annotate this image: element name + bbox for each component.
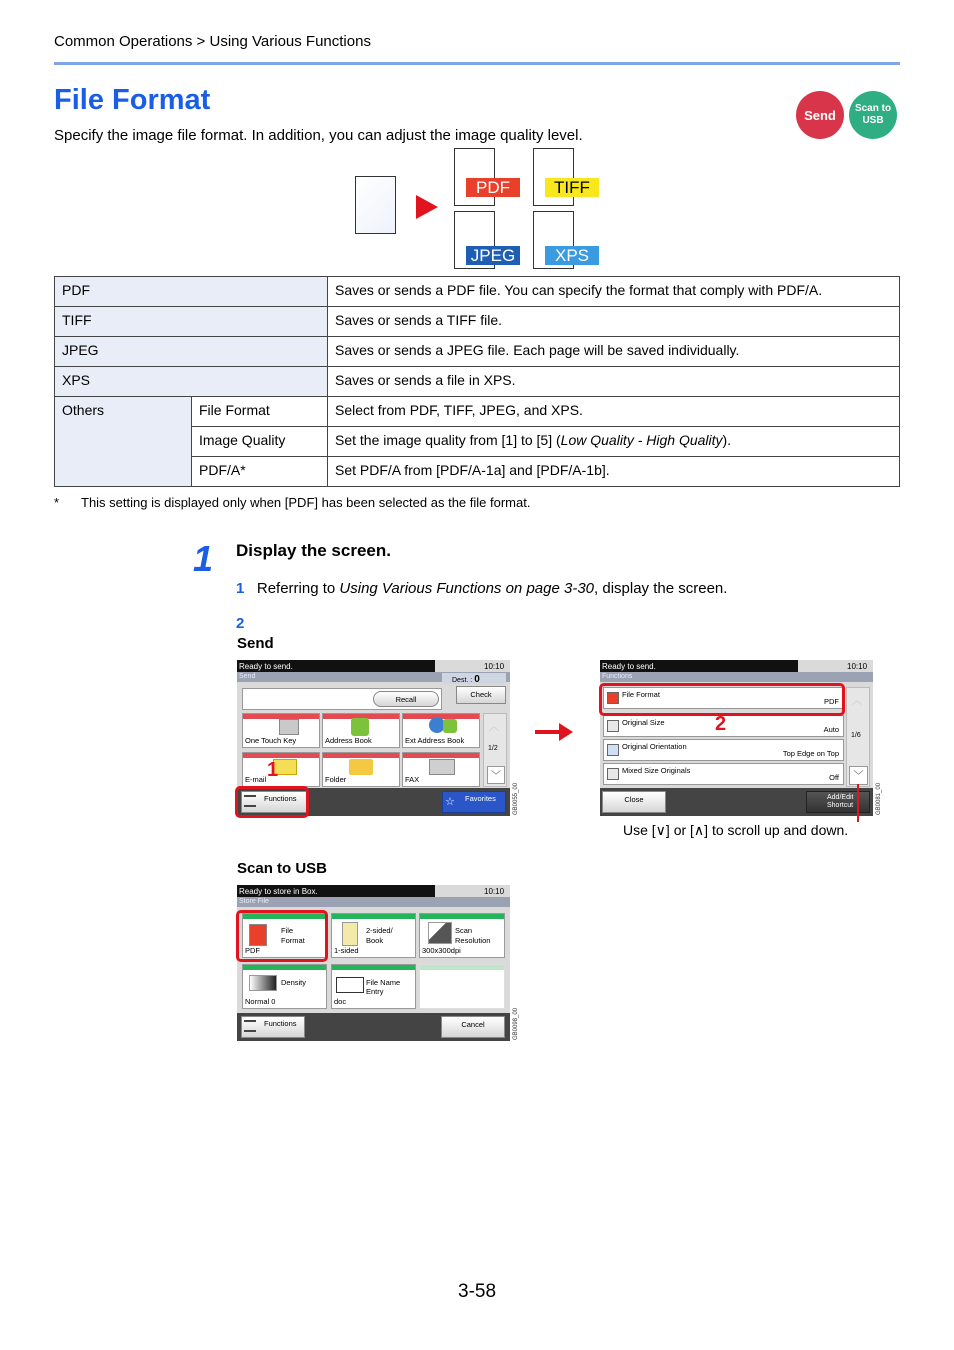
sub-step-number: 1 xyxy=(236,580,245,597)
clock: 10:10 xyxy=(847,662,868,671)
table-key: JPEG xyxy=(55,337,328,367)
row-value: Auto xyxy=(823,725,839,734)
row-label: Original Orientation xyxy=(622,742,687,751)
empty-tile xyxy=(419,964,505,1009)
tile-title xyxy=(455,926,490,946)
row-value: Off xyxy=(829,773,839,782)
send-badge-label: Send xyxy=(804,107,836,123)
step-title: Display the screen. xyxy=(236,541,391,560)
status-bar: Ready to store in Box. xyxy=(237,885,435,897)
page-title: File Format xyxy=(54,84,211,116)
tile-title-line2: Entry xyxy=(366,987,384,996)
screen-strip: Functions xyxy=(600,672,873,682)
page-number: 3-58 xyxy=(458,1281,497,1302)
one-touch-key-tile[interactable] xyxy=(242,713,320,748)
scroll-down-icon[interactable]: ﹀ xyxy=(487,766,505,784)
header-rule xyxy=(54,62,900,65)
add-edit-shortcut-button[interactable] xyxy=(806,791,870,813)
sub-step-2 xyxy=(236,615,244,632)
table-key: TIFF xyxy=(55,307,328,337)
figure-code: GB0055_00 xyxy=(513,782,519,815)
jpeg-format-label: JPEG xyxy=(466,246,520,265)
highlight-functions xyxy=(235,786,309,818)
scroll-note: Use [∨] or [∧] to scroll up and down. xyxy=(623,822,849,838)
scroll-down-icon[interactable]: ﹀ xyxy=(849,766,868,785)
tile-title-line2: Format xyxy=(281,936,305,945)
cancel-button[interactable]: Cancel xyxy=(441,1016,505,1038)
tile-accent xyxy=(332,965,415,970)
tile-title-line2: Book xyxy=(366,936,384,945)
fax-icon xyxy=(429,759,455,775)
figure-code: GB0081_00 xyxy=(876,782,882,815)
table-row xyxy=(55,337,900,367)
xps-format-label: XPS xyxy=(545,246,599,265)
iq-desc-pre: Set the image quality from [1] to [5] ( xyxy=(335,432,561,448)
sub-step-post: , display the screen. xyxy=(594,580,728,597)
table-row xyxy=(55,277,900,307)
tile-accent xyxy=(243,753,319,758)
functions-label: Functions xyxy=(264,794,297,803)
iq-desc-post: ). xyxy=(722,432,732,448)
table-desc: Saves or sends a TIFF file. xyxy=(328,307,900,337)
figure-code: GB0098_00 xyxy=(513,1007,519,1040)
table-key: PDF xyxy=(55,277,328,307)
table-key: XPS xyxy=(55,367,328,397)
footnote-text: This setting is displayed only when [PDF] has been selected as the file format. xyxy=(81,495,531,510)
footnote-star: * xyxy=(54,495,60,510)
ext-book-icon xyxy=(443,719,457,733)
scan-resolution-tile[interactable] xyxy=(419,913,505,958)
scroll-up-icon[interactable]: ︿ xyxy=(489,722,499,733)
usb-badge-label xyxy=(855,103,891,127)
shortcut-line1: Add/Edit xyxy=(827,794,854,801)
table-desc: Set PDF/A from [PDF/A-1a] and [PDF/A-1b]. xyxy=(328,457,900,487)
recall-button[interactable]: Recall xyxy=(373,691,439,707)
tile-accent xyxy=(420,965,504,970)
tile-label: One Touch Key xyxy=(245,736,297,745)
resolution-icon xyxy=(428,922,452,944)
list-item-original-orientation[interactable] xyxy=(603,739,844,761)
address-book-icon xyxy=(351,718,369,736)
row-value: PDF xyxy=(824,697,839,706)
status-bar: Ready to send. xyxy=(237,660,435,672)
density-tile[interactable] xyxy=(242,964,327,1009)
tile-label: Ext Address Book xyxy=(405,736,465,745)
table-row xyxy=(55,307,900,337)
tile-title-line1: Scan xyxy=(455,926,473,935)
intro-text: Specify the image file format. In addition, you can adjust the image quality level. xyxy=(54,127,583,144)
tile-title xyxy=(366,926,393,946)
screen-strip: Send xyxy=(237,672,510,682)
ext-address-book-tile[interactable] xyxy=(402,713,480,748)
tile-value: 300x300dpi xyxy=(422,946,461,955)
tile-accent xyxy=(243,965,326,970)
fax-tile[interactable] xyxy=(402,752,480,787)
tile-title-line1: 2-sided/ xyxy=(366,926,393,935)
callout-2: 2 xyxy=(715,713,727,735)
tile-accent xyxy=(323,753,399,758)
iq-desc-em: Low Quality - High Quality xyxy=(560,432,723,448)
original-size-icon xyxy=(607,720,619,732)
mixed-size-icon xyxy=(607,768,619,780)
scroll-pointer-line xyxy=(857,784,859,822)
scroll-up-icon[interactable]: ︿ xyxy=(852,696,862,707)
tile-label: Address Book xyxy=(325,736,372,745)
tile-accent xyxy=(420,914,504,919)
clock: 10:10 xyxy=(484,887,505,896)
duplex-tile[interactable] xyxy=(331,913,416,958)
tile-title-line1: File xyxy=(281,926,294,935)
usb-badge-line1: Scan to xyxy=(854,103,892,114)
list-item-mixed-size-originals[interactable] xyxy=(603,763,844,785)
row-label: Mixed Size Originals xyxy=(622,766,691,775)
file-format-table xyxy=(54,276,900,487)
table-desc xyxy=(328,427,900,457)
scan-to-usb-screen xyxy=(237,885,510,1041)
email-tile[interactable] xyxy=(242,752,320,787)
tile-value: Normal 0 xyxy=(245,997,276,1006)
row-label: Original Size xyxy=(622,718,665,727)
table-subkey: File Format xyxy=(192,397,328,427)
page-indicator: 1/2 xyxy=(488,745,498,752)
highlight-file-format xyxy=(599,683,845,716)
tile-label: Folder xyxy=(325,775,347,784)
sub-step-pre: Referring to xyxy=(256,580,340,597)
dest-label: Dest. : xyxy=(452,677,473,684)
duplex-icon xyxy=(342,922,358,946)
table-row xyxy=(55,367,900,397)
scan-to-usb-badge xyxy=(849,91,897,139)
close-button[interactable]: Close xyxy=(602,791,666,813)
table-desc: Saves or sends a PDF file. You can specify the format that comply with PDF/A. xyxy=(328,277,900,307)
tile-title-line2: Resolution xyxy=(455,936,491,945)
table-desc: Select from PDF, TIFF, JPEG, and XPS. xyxy=(328,397,900,427)
tile-accent xyxy=(332,914,415,919)
original-document-icon xyxy=(355,176,396,234)
sub-step-link[interactable]: Using Various Functions on page 3-30 xyxy=(339,580,595,597)
footnote xyxy=(54,495,530,510)
tile-label: E-mail xyxy=(245,775,267,784)
send-badge xyxy=(796,91,844,139)
status-bar: Ready to send. xyxy=(600,660,798,672)
sub-step-number: 2 xyxy=(236,615,245,632)
file-name-entry-tile[interactable] xyxy=(331,964,416,1009)
convert-arrow-icon xyxy=(416,195,438,219)
favorites-label: Favorites xyxy=(465,794,496,803)
table-desc: Saves or sends a file in XPS. xyxy=(328,367,900,397)
tile-title-line1: File Name xyxy=(366,978,401,987)
text-entry-icon xyxy=(336,977,364,993)
destination-counter xyxy=(442,673,506,684)
tile-label: FAX xyxy=(405,775,420,784)
clock: 10:10 xyxy=(484,662,505,671)
tile-value: PDF xyxy=(245,946,260,955)
scrollbar[interactable] xyxy=(846,687,870,787)
check-button[interactable]: Check xyxy=(456,686,506,704)
highlight-file-format-tile xyxy=(236,910,328,962)
callout-1: 1 xyxy=(267,759,279,781)
table-subkey: PDF/A* xyxy=(192,457,328,487)
shortcut-line2: Shortcut xyxy=(827,802,854,809)
table-row xyxy=(55,397,900,427)
folder-icon xyxy=(349,759,373,775)
breadcrumb: Common Operations > Using Various Functions xyxy=(54,33,371,50)
row-label: File Format xyxy=(622,690,660,699)
list-icon xyxy=(244,1020,256,1032)
orientation-icon xyxy=(607,744,619,756)
row-value: Top Edge on Top xyxy=(782,749,839,758)
address-book-tile[interactable] xyxy=(322,713,400,748)
density-icon xyxy=(249,975,277,991)
tile-title xyxy=(366,978,400,996)
scrollbar[interactable] xyxy=(483,713,507,787)
folder-tile[interactable] xyxy=(322,752,400,787)
dest-count: 0 xyxy=(474,674,480,685)
pdf-format-label: PDF xyxy=(466,178,520,197)
page-indicator: 1/6 xyxy=(851,732,861,739)
tile-title: Density xyxy=(281,978,307,987)
next-arrow-icon xyxy=(559,723,573,741)
tile-accent xyxy=(403,753,479,758)
one-touch-key-icon xyxy=(279,719,299,735)
sub-step-1 xyxy=(236,580,727,597)
step-number: 1 xyxy=(193,538,214,579)
send-section-label: Send xyxy=(237,635,274,652)
tiff-format-label: TIFF xyxy=(545,178,599,197)
functions-label: Functions xyxy=(264,1019,297,1028)
table-subkey: Image Quality xyxy=(192,427,328,457)
table-desc: Saves or sends a JPEG file. Each page will be saved individually. xyxy=(328,337,900,367)
tile-value: 1-sided xyxy=(334,946,359,955)
screen-strip: Store File xyxy=(237,897,510,907)
star-icon: ☆ xyxy=(445,796,455,808)
usb-section-label: Scan to USB xyxy=(237,860,328,877)
next-arrow-shaft xyxy=(535,730,561,734)
usb-badge-line2: USB xyxy=(862,115,884,126)
tile-value: doc xyxy=(334,997,347,1006)
table-key: Others xyxy=(55,397,192,487)
